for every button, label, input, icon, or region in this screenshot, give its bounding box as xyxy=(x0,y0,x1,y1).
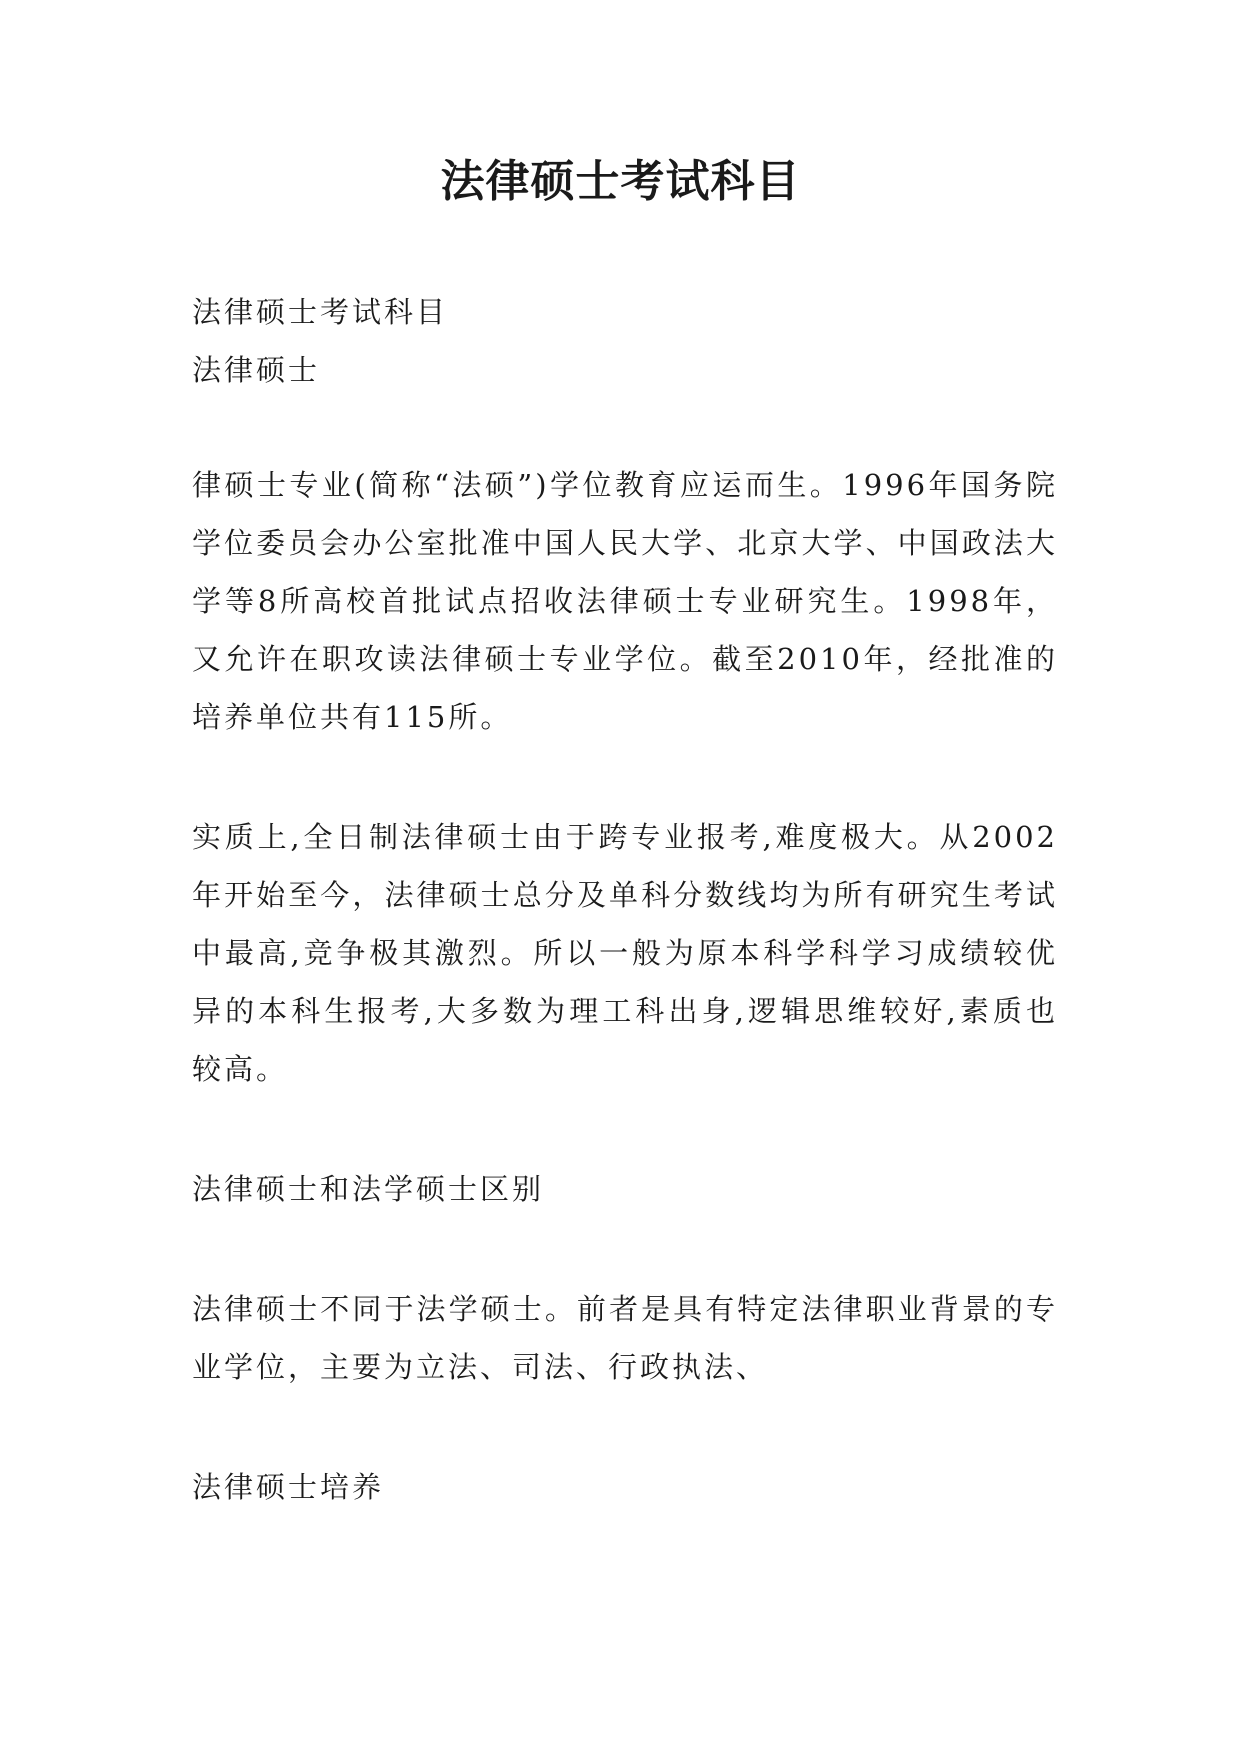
paragraph-gap xyxy=(192,399,1058,456)
paragraph-difference: 法律硕士不同于法学硕士。前者是具有特定法律职业背景的专业学位，主要为立法、司法、行政执法、 xyxy=(192,1292,1058,1384)
section-heading-difference: 法律硕士和法学硕士区别 xyxy=(192,1172,545,1206)
section-heading-training: 法律硕士培养 xyxy=(192,1470,385,1504)
paragraph-history: 律硕士专业(简称“法硕”)学位教育应运而生。1996年国务院学位委员会办公室批准中国人民大学、北京大学、中国政法大学等8所高校首批试点招收法律硕士专业研究生。1998年，又允许在职攻读法律硕士专业学位。截至2010年，经批准的培养单位共有115所。 xyxy=(192,468,1058,734)
document-title: 法律硕士考试科目 xyxy=(440,156,801,207)
paragraph-gap xyxy=(192,746,1058,808)
paragraph-difficulty: 实质上,全日制法律硕士由于跨专业报考,难度极大。从2002年开始至今，法律硕士总分及单科分数线均为所有研究生考试中最高,竞争极其激烈。所以一般为原本科学科学习成绩较优异的本科生报考,大多数为理工科出身,逻辑思维较好,素质也较高。 xyxy=(192,820,1058,1086)
paragraph-gap xyxy=(192,1396,1058,1458)
subtitle-line: 法律硕士考试科目 xyxy=(192,295,449,329)
paragraph-gap xyxy=(192,1218,1058,1280)
document-body xyxy=(192,283,1058,1516)
subtitle-line: 法律硕士 xyxy=(192,353,321,387)
paragraph-gap xyxy=(192,1098,1058,1160)
